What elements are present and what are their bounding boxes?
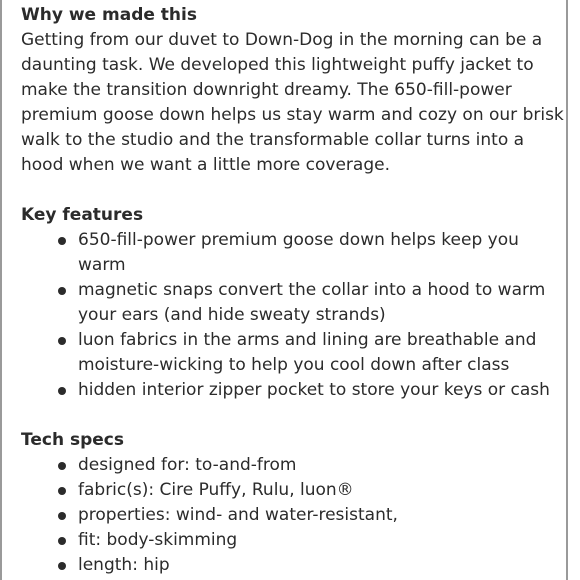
why-body: Getting from our duvet to Down-Dog in the morning can be a daunting task. We developed this lightweight puffy jacket to make the transition downright dreamy. The 650-fill-power premium goose down helps us stay warm and cozy on our brisk walk to the studio and the transformable collar turns into a hood when we want a little more coverage. [21,30,564,175]
features-list [21,228,566,403]
specs-heading: Tech specs [21,430,124,450]
why-heading: Why we made this [21,5,197,25]
list-item: luon fabrics in the arms and lining are breathable and moisture-wicking to help you cool down after class [21,328,566,378]
list-item: 650-fill-power premium goose down helps keep you warm [21,228,566,278]
list-item: properties: wind- and water-resistant, [21,503,566,528]
list-item: hidden interior zipper pocket to store your keys or cash [21,378,566,403]
list-item: magnetic snaps convert the collar into a hood to warm your ears (and hide sweaty strands) [21,278,566,328]
specs-section [21,428,566,578]
list-item: designed for: to-and-from [21,453,566,478]
list-item: fabric(s): Cire Puffy, Rulu, luon® [21,478,566,503]
features-section [21,203,566,403]
why-section [21,3,566,178]
list-item: length: hip [21,553,566,578]
specs-list [21,453,566,578]
features-heading: Key features [21,205,144,225]
list-item: fit: body-skimming [21,528,566,553]
